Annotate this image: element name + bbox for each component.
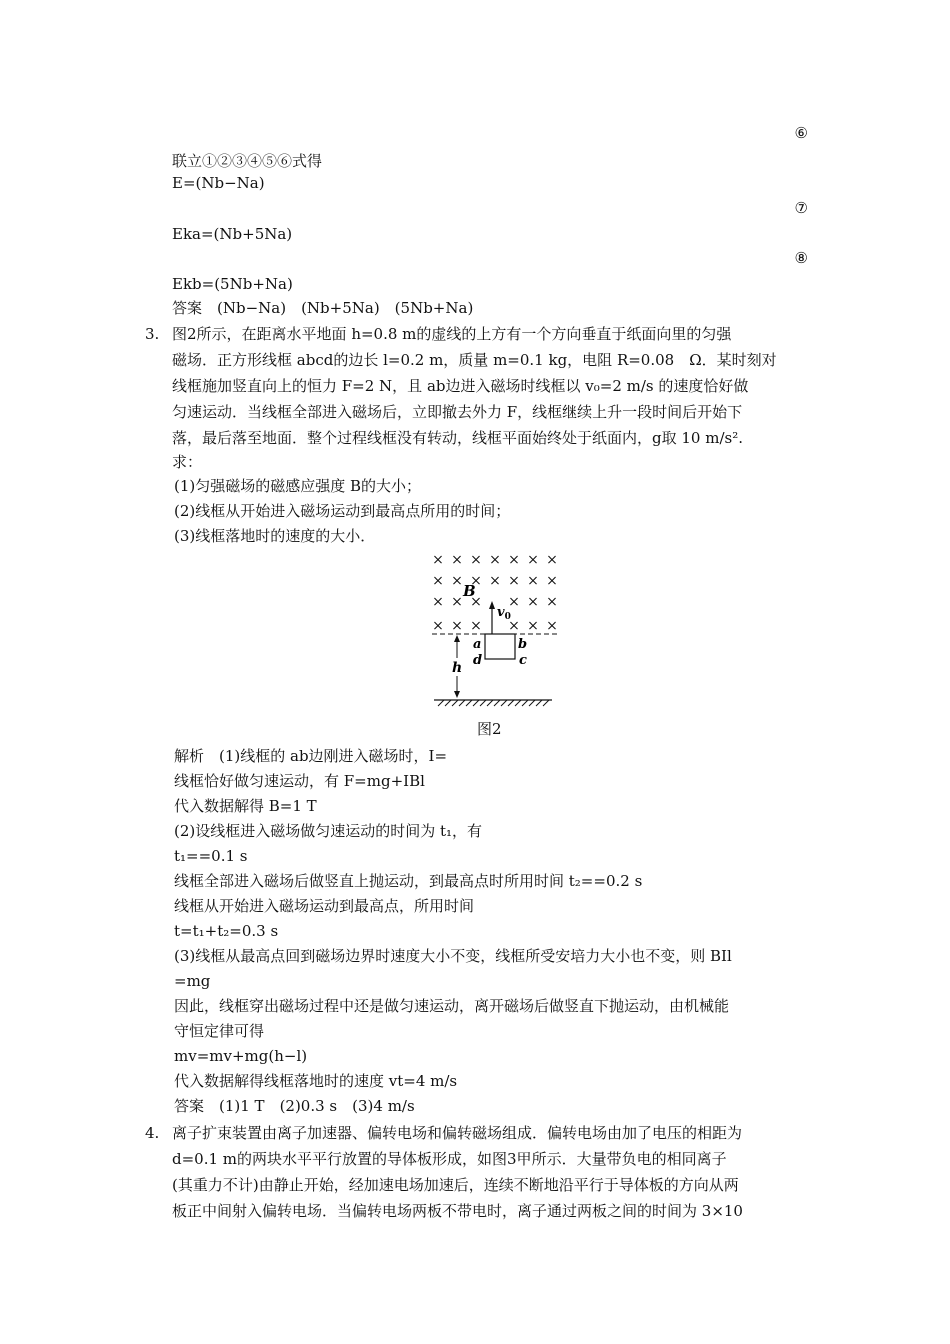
label-b: b xyxy=(518,637,528,652)
label-a: a xyxy=(473,637,482,652)
magnetic-field-crosses xyxy=(432,552,558,634)
solution-line: 线框从开始进入磁场运动到最高点，所用时间 xyxy=(174,897,475,915)
solution-line: 代入数据解得线框落地时的速度 vt=4 m/s xyxy=(174,1072,458,1090)
label-B: B xyxy=(463,582,476,600)
field-cross: × xyxy=(451,573,463,589)
equation-line: E=(Nb−Na) xyxy=(172,174,265,192)
field-cross: × xyxy=(527,552,539,568)
field-cross: × xyxy=(508,552,520,568)
field-cross: × xyxy=(470,552,482,568)
answer-line: 答案 (Nb−Na) (Nb+5Na) (5Nb+Na) xyxy=(172,299,474,317)
velocity-arrowhead xyxy=(489,601,495,609)
solution-line: t₁==0.1 s xyxy=(174,847,248,865)
height-arrowhead-down xyxy=(454,691,460,698)
field-cross: × xyxy=(432,594,444,610)
answer-line: 答案 (1)1 T (2)0.3 s (3)4 m/s xyxy=(174,1097,415,1115)
solution-line: 代入数据解得 B=1 T xyxy=(174,797,317,815)
field-cross: × xyxy=(527,594,539,610)
field-cross: × xyxy=(527,618,539,634)
solution-line: =mg xyxy=(174,972,211,990)
square-loop xyxy=(485,634,515,659)
field-cross: × xyxy=(451,552,463,568)
field-cross: × xyxy=(470,594,482,610)
label-h: h xyxy=(452,660,463,676)
question-text-line: 落，最后落至地面．整个过程线框没有转动，线框平面始终处于纸面内，g取 10 m/s². xyxy=(172,429,743,447)
question-text-line: d=0.1 m的两块水平平行放置的导体板形成，如图3甲所示．大量带负电的相同离子 xyxy=(172,1150,727,1168)
question-number: 4. xyxy=(145,1124,160,1142)
field-cross: × xyxy=(546,573,558,589)
field-cross: × xyxy=(432,552,444,568)
solution-line: 因此，线框穿出磁场过程中还是做匀速运动，离开磁场后做竖直下抛运动，由机械能 xyxy=(174,997,730,1015)
field-cross: × xyxy=(508,618,520,634)
solution-line: t=t₁+t₂=0.3 s xyxy=(174,922,279,940)
ground-hatching xyxy=(438,700,549,706)
field-cross: × xyxy=(546,594,558,610)
question-number: 3. xyxy=(145,325,160,343)
solution-line: 线框恰好做匀速运动，有 F=mg+IBl xyxy=(174,772,425,790)
question-text-line: 匀速运动．当线框全部进入磁场后，立即撤去外力 F，线框继续上升一段时间后开始下 xyxy=(172,403,743,421)
solution-line: (2)设线框进入磁场做匀速运动的时间为 t₁，有 xyxy=(174,822,483,840)
question-text-line: 离子扩束装置由离子加速器、偏转电场和偏转磁场组成．偏转电场由加了电压的相距为 xyxy=(172,1124,743,1142)
field-cross: × xyxy=(546,618,558,634)
equation-marker-7: ⑦ xyxy=(794,199,808,217)
label-v0: $v_0$ xyxy=(497,605,511,622)
label-c: c xyxy=(519,653,527,668)
field-cross: × xyxy=(546,552,558,568)
field-cross: × xyxy=(470,618,482,634)
solution-line: mv=mv+mg(h−l) xyxy=(174,1047,308,1065)
question-text-line: (其重力不计)由静止开始，经加速电场加速后，连续不断地沿平行于导体板的方向从两 xyxy=(172,1176,739,1194)
equation-line: Eka=(Nb+5Na) xyxy=(172,225,293,243)
field-cross: × xyxy=(508,573,520,589)
field-cross: × xyxy=(489,552,501,568)
field-cross: × xyxy=(508,594,520,610)
text-line: 联立①②③④⑤⑥式得 xyxy=(172,152,323,170)
question-text-line: 图2所示，在距离水平地面 h=0.8 m的虚线的上方有一个方向垂直于纸面向里的匀强 xyxy=(172,325,732,343)
solution-line: (3)线框从最高点回到磁场边界时速度大小不变，线框所受安培力大小也不变，则 BIl xyxy=(174,947,732,965)
solution-line: 线框全部进入磁场后做竖直上抛运动，到最高点时所用时间 t₂==0.2 s xyxy=(174,872,643,890)
question-text-line: 磁场．正方形线框 abcd的边长 l=0.2 m，质量 m=0.1 kg，电阻 R=0.08 Ω．某时刻对 xyxy=(172,351,777,369)
figure-caption: 图2 xyxy=(477,720,502,738)
equation-marker-6: ⑥ xyxy=(794,124,808,142)
field-cross: × xyxy=(451,618,463,634)
field-cross: × xyxy=(527,573,539,589)
height-arrowhead-up xyxy=(454,635,460,642)
field-cross: × xyxy=(470,573,482,589)
sub-question: (1)匀强磁场的磁感应强度 B的大小； xyxy=(174,477,422,495)
field-cross: × xyxy=(432,573,444,589)
field-cross: × xyxy=(451,594,463,610)
label-d: d xyxy=(473,653,483,668)
equation-line: Ekb=(5Nb+Na) xyxy=(172,275,293,293)
field-cross: × xyxy=(432,618,444,634)
question-text-line: 线框施加竖直向上的恒力 F=2 N，且 ab边进入磁场时线框以 v₀=2 m/s 的速度恰好做 xyxy=(172,377,749,395)
question-text-line: 板正中间射入偏转电场．当偏转电场两板不带电时，离子通过两板之间的时间为 3×10 xyxy=(172,1202,743,1220)
sub-question: (3)线框落地时的速度的大小． xyxy=(174,527,376,545)
field-cross: × xyxy=(489,573,501,589)
sub-question: (2)线框从开始进入磁场运动到最高点所用的时间； xyxy=(174,502,511,520)
solution-line: 解析 (1)线框的 ab边刚进入磁场时，I= xyxy=(174,747,448,765)
equation-marker-8: ⑧ xyxy=(794,249,808,267)
solution-line: 守恒定律可得 xyxy=(174,1022,265,1040)
figure-2-diagram xyxy=(430,548,560,713)
question-text-line: 求： xyxy=(172,453,203,471)
